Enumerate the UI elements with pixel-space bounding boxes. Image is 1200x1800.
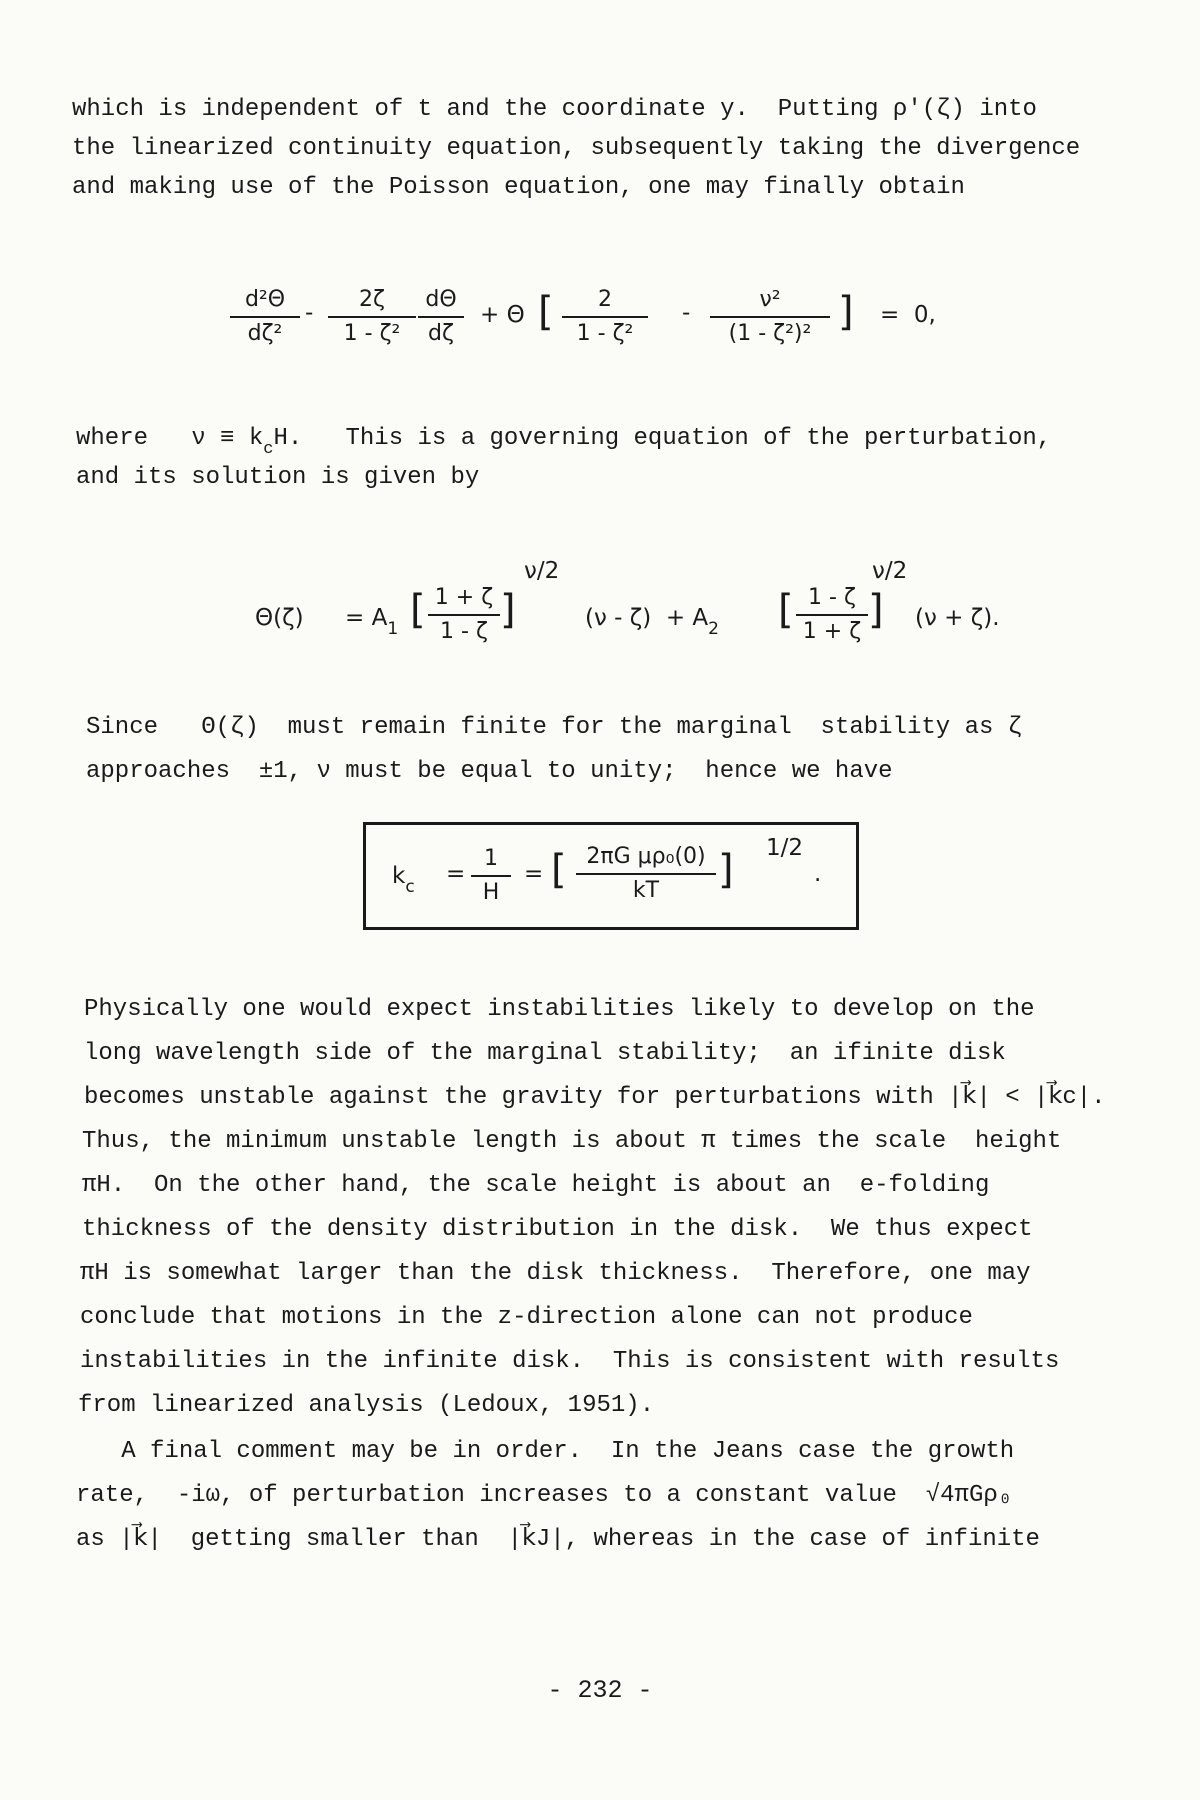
- left-bracket: [: [538, 289, 554, 335]
- body-text-line: the linearized continuity equation, subsequently taking the divergence: [72, 135, 1081, 162]
- left-bracket: [: [778, 587, 794, 633]
- body-text-line: and its solution is given by: [76, 464, 480, 491]
- period: .: [814, 861, 822, 887]
- body-text-line: Since Θ(ζ) must remain finite for the marginal stability as ζ: [86, 714, 1023, 741]
- body-text-line: Thus, the minimum unstable length is about π times the scale height: [82, 1128, 1062, 1155]
- page-number: - 232 -: [547, 1676, 653, 1705]
- exponent-nu-half: ν/2: [524, 558, 560, 584]
- body-text-line: approaches ±1, ν must be equal to unity; hence we have: [86, 758, 893, 785]
- fraction-d2theta: d²Θ dζ²: [230, 286, 300, 348]
- exponent-nu-half: ν/2: [872, 558, 908, 584]
- left-bracket: [: [410, 587, 426, 633]
- body-text-line: which is independent of t and the coordinate y. Putting ρ'(ζ) into: [72, 96, 1037, 123]
- right-bracket: ]: [838, 289, 854, 335]
- exponent-half: 1/2: [766, 835, 804, 861]
- right-bracket: ]: [500, 587, 516, 633]
- body-text-line: A final comment may be in order. In the Jeans case the growth: [78, 1438, 1015, 1465]
- fraction-one-over-H: 1 H: [471, 845, 511, 907]
- fraction-2piG: 2πG μρ₀(0) kT: [576, 843, 716, 905]
- fraction-two: 2 1 - ζ²: [562, 286, 648, 348]
- fraction-1minus-over-1plus: 1 - ζ 1 + ζ: [796, 584, 868, 646]
- body-text-line: conclude that motions in the z-direction alone can not produce: [80, 1304, 973, 1331]
- body-text-line: and making use of the Poisson equation, one may finally obtain: [72, 174, 965, 201]
- right-bracket: ]: [718, 847, 734, 893]
- fraction-2zeta: 2ζ 1 - ζ²: [328, 286, 416, 348]
- body-text-line: as |k⃗| getting smaller than |k⃗J|, whereas in the case of infinite: [76, 1526, 1040, 1553]
- term-nu-plus-zeta: (ν + ζ).: [915, 605, 1000, 631]
- term-a2: $(\nu - \zeta) + A_2$: [585, 605, 719, 639]
- body-text-line: long wavelength side of the marginal stability; an ifinite disk: [84, 1040, 1006, 1067]
- right-bracket: ]: [868, 587, 884, 633]
- equals-a1: = $A_1$: [345, 605, 399, 639]
- body-text-line: where $\nu \equiv k_cH$. This is a governing equation of the perturbation,: [76, 425, 1052, 459]
- left-bracket: [: [551, 847, 567, 893]
- fraction-dtheta: dΘ dζ: [418, 286, 464, 348]
- fraction-nu-squared: ν² (1 - ζ²)²: [710, 286, 830, 348]
- body-text-line: πH is somewhat larger than the disk thickness. Therefore, one may: [80, 1260, 1031, 1287]
- fraction-1plus-over-1minus: 1 + ζ 1 - ζ: [428, 584, 500, 646]
- equals: =: [446, 861, 466, 887]
- body-text-line: πH. On the other hand, the scale height is about an e-folding: [82, 1172, 990, 1199]
- equals: =: [524, 861, 544, 887]
- body-text-line: becomes unstable against the gravity for perturbations with |k⃗| < |k⃗c|.: [84, 1084, 1106, 1111]
- operator: -: [305, 300, 314, 326]
- theta-zeta: Θ(ζ): [255, 605, 304, 631]
- body-text-line: Physically one would expect instabilities likely to develop on the: [84, 996, 1035, 1023]
- equation-rhs: = 0,: [880, 302, 936, 328]
- operator: -: [682, 300, 691, 326]
- operator: + Θ: [480, 302, 525, 328]
- body-text-line: from linearized analysis (Ledoux, 1951).: [78, 1392, 655, 1419]
- body-text-line: rate, -iω, of perturbation increases to a constant value √4πGρ₀: [76, 1482, 1013, 1509]
- boxed-equation: [363, 822, 859, 930]
- k-c: $k_c$: [392, 863, 415, 897]
- body-text-line: instabilities in the infinite disk. This is consistent with results: [80, 1348, 1060, 1375]
- body-text-line: thickness of the density distribution in the disk. We thus expect: [82, 1216, 1033, 1243]
